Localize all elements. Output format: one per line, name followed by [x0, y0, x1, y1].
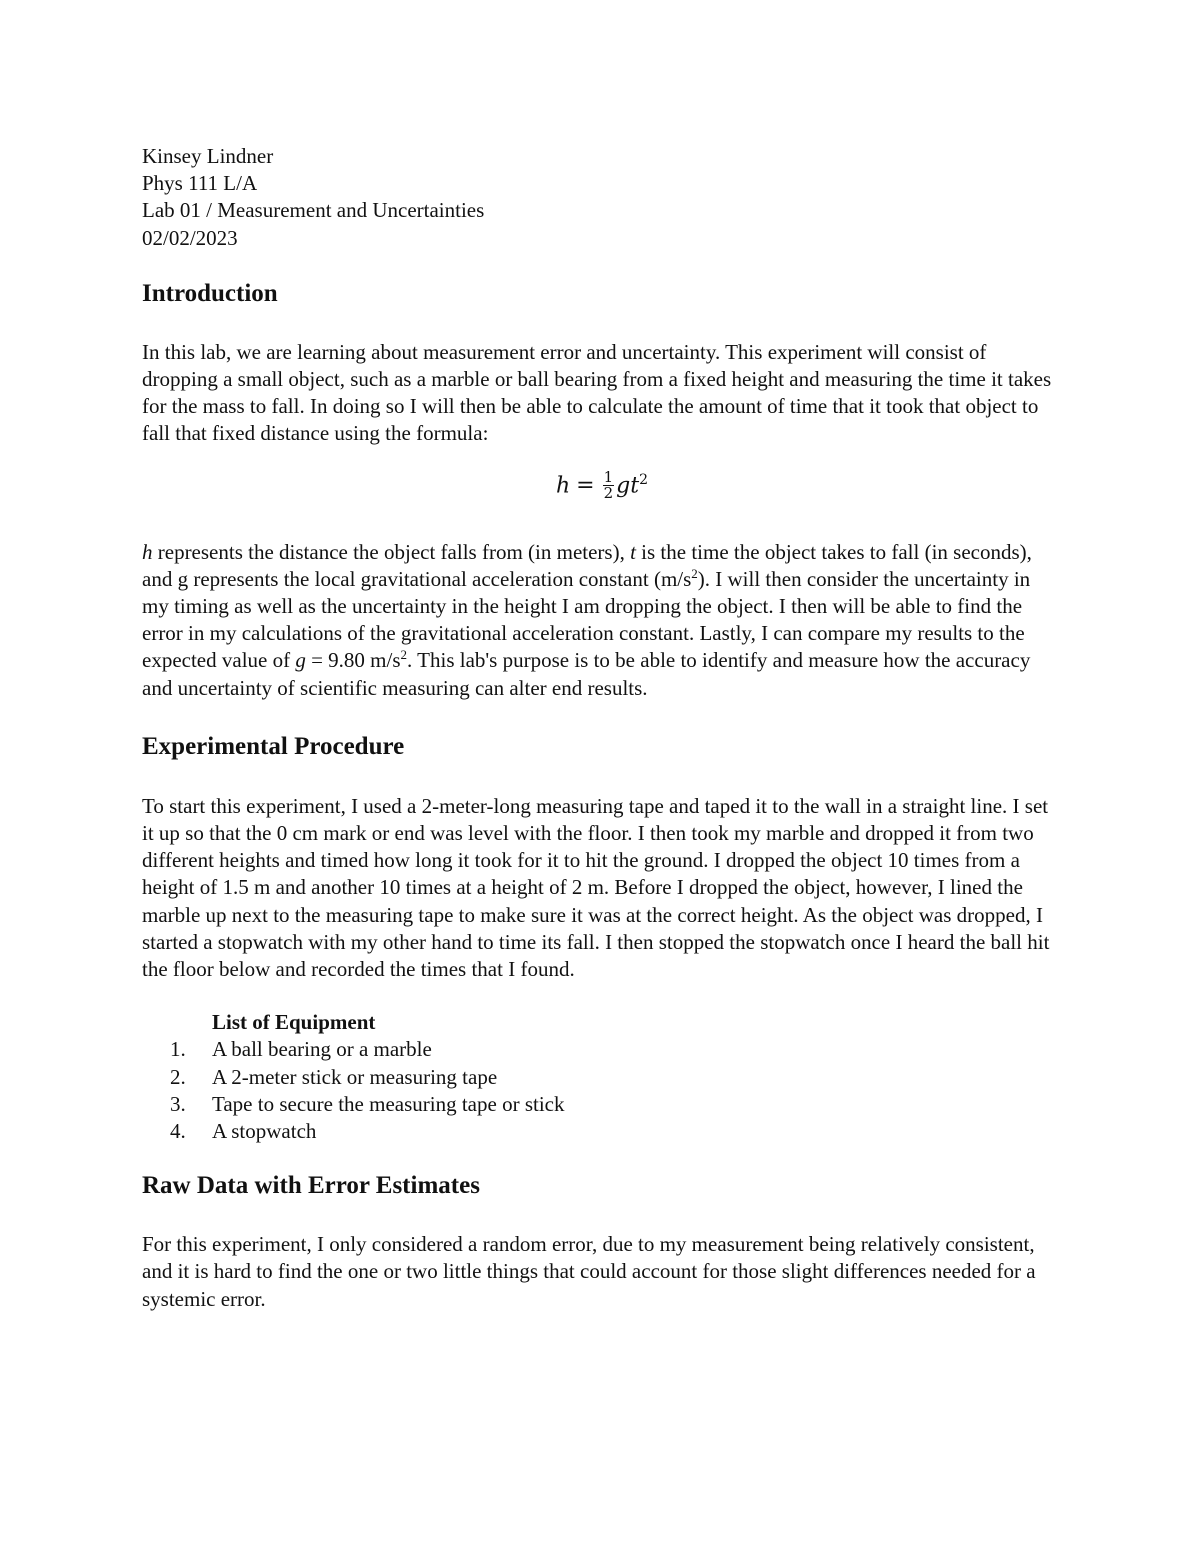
superscript-2: 2	[400, 647, 408, 663]
document-date: 02/02/2023	[142, 225, 238, 250]
list-item-number: 2.	[170, 1064, 186, 1089]
superscript-1: 2	[691, 565, 698, 581]
list-item-label: Tape to secure the measuring tape or stick	[212, 1091, 565, 1116]
list-item-label: A 2-meter stick or measuring tape	[212, 1064, 498, 1089]
equipment-list	[142, 1036, 1062, 1145]
equipment-list-title: List of Equipment	[212, 1010, 376, 1035]
procedure-heading: Experimental Procedure	[142, 732, 405, 760]
list-item-label: A stopwatch	[212, 1119, 317, 1144]
list-item-number: 1.	[170, 1037, 186, 1062]
introduction-heading: Introduction	[142, 279, 278, 307]
introduction-paragraph-2	[142, 539, 1062, 702]
fraction-numerator: 1	[603, 468, 614, 487]
fall-formula	[142, 465, 1062, 525]
para2-text-4: = 9.80 m/s	[305, 648, 401, 673]
variable-h: h	[142, 539, 153, 564]
fraction-denominator: 2	[603, 484, 614, 503]
lab-title: Lab 01 / Measurement and Uncertainties	[142, 198, 485, 223]
list-item	[142, 1064, 1062, 1091]
para2-text-5: . This lab's purpose is to be able to identify and measure how the accuracy and uncertainty of scientific measuring can alter end results.	[142, 648, 1031, 700]
list-item-number: 4.	[170, 1119, 186, 1144]
author-name: Kinsey Lindner	[142, 144, 274, 168]
list-item-number: 3.	[170, 1091, 186, 1116]
formula-rhs: gt	[616, 472, 640, 498]
raw-data-paragraph: For this experiment, I only considered a random error, due to my measurement being relatively consistent, and it is hard to find the one or two little things that could account for those slight differences needed for a systemic error.	[142, 1232, 1036, 1311]
para2-text-1: represents the distance the object falls from (in meters),	[152, 539, 631, 564]
raw-data-heading: Raw Data with Error Estimates	[142, 1172, 480, 1200]
equipment-list-section	[142, 1009, 1062, 1145]
list-item	[142, 1118, 1062, 1145]
list-item	[142, 1091, 1062, 1118]
formula-exponent: 2	[639, 471, 648, 488]
course-name: Phys 111 L/A	[142, 171, 258, 196]
para2-text-2: is the time the object takes to fall (in seconds), and g represents the local gravitational acceleration constant (m/s	[142, 539, 1032, 591]
procedure-paragraph: To start this experiment, I used a 2-meter-long measuring tape and taped it to the wall in a straight line. I set it up so that the 0 cm mark or end was level with the floor. I then took my marble and dropped it from two different heights and timed how long it took for it to hit the ground. I dropped the object 10 times from a height of 1.5 m and another 10 times at a height of 2 m. Before I dropped the object, however, I lined the marble up next to the measuring tape to make sure it was at the correct height. As the object was dropped, I started a stopwatch with my other hand to time its fall. I then stopped the stopwatch once I heard the ball hit the floor below and recorded the times that I found.	[142, 793, 1050, 982]
formula-lhs: h	[555, 472, 571, 498]
list-item	[142, 1036, 1062, 1063]
formula-expression	[556, 467, 648, 502]
document-header	[142, 143, 1062, 252]
list-item-label: A ball bearing or a marble	[212, 1037, 432, 1062]
formula-fraction	[603, 470, 615, 501]
variable-g: g	[295, 648, 306, 673]
introduction-paragraph-1: In this lab, we are learning about measurement error and uncertainty. This experiment will consist of dropping a small object, such as a marble or ball bearing from a fixed height and measuring the time it takes for the mass to fall. In doing so I will then be able to calculate the amount of time that it took that object to fall that fixed distance using the formula:	[142, 339, 1052, 446]
para2-text-3: ). I will then consider the uncertainty in my timing as well as the uncertainty in the height I am dropping the object. I then will be able to find the error in my calculations of the gravitational acceleration constant. Lastly, I can compare my results to the expected value of	[142, 566, 1031, 673]
document-content	[142, 143, 1062, 1313]
variable-t: t	[630, 539, 636, 564]
formula-equals: =	[576, 472, 595, 498]
